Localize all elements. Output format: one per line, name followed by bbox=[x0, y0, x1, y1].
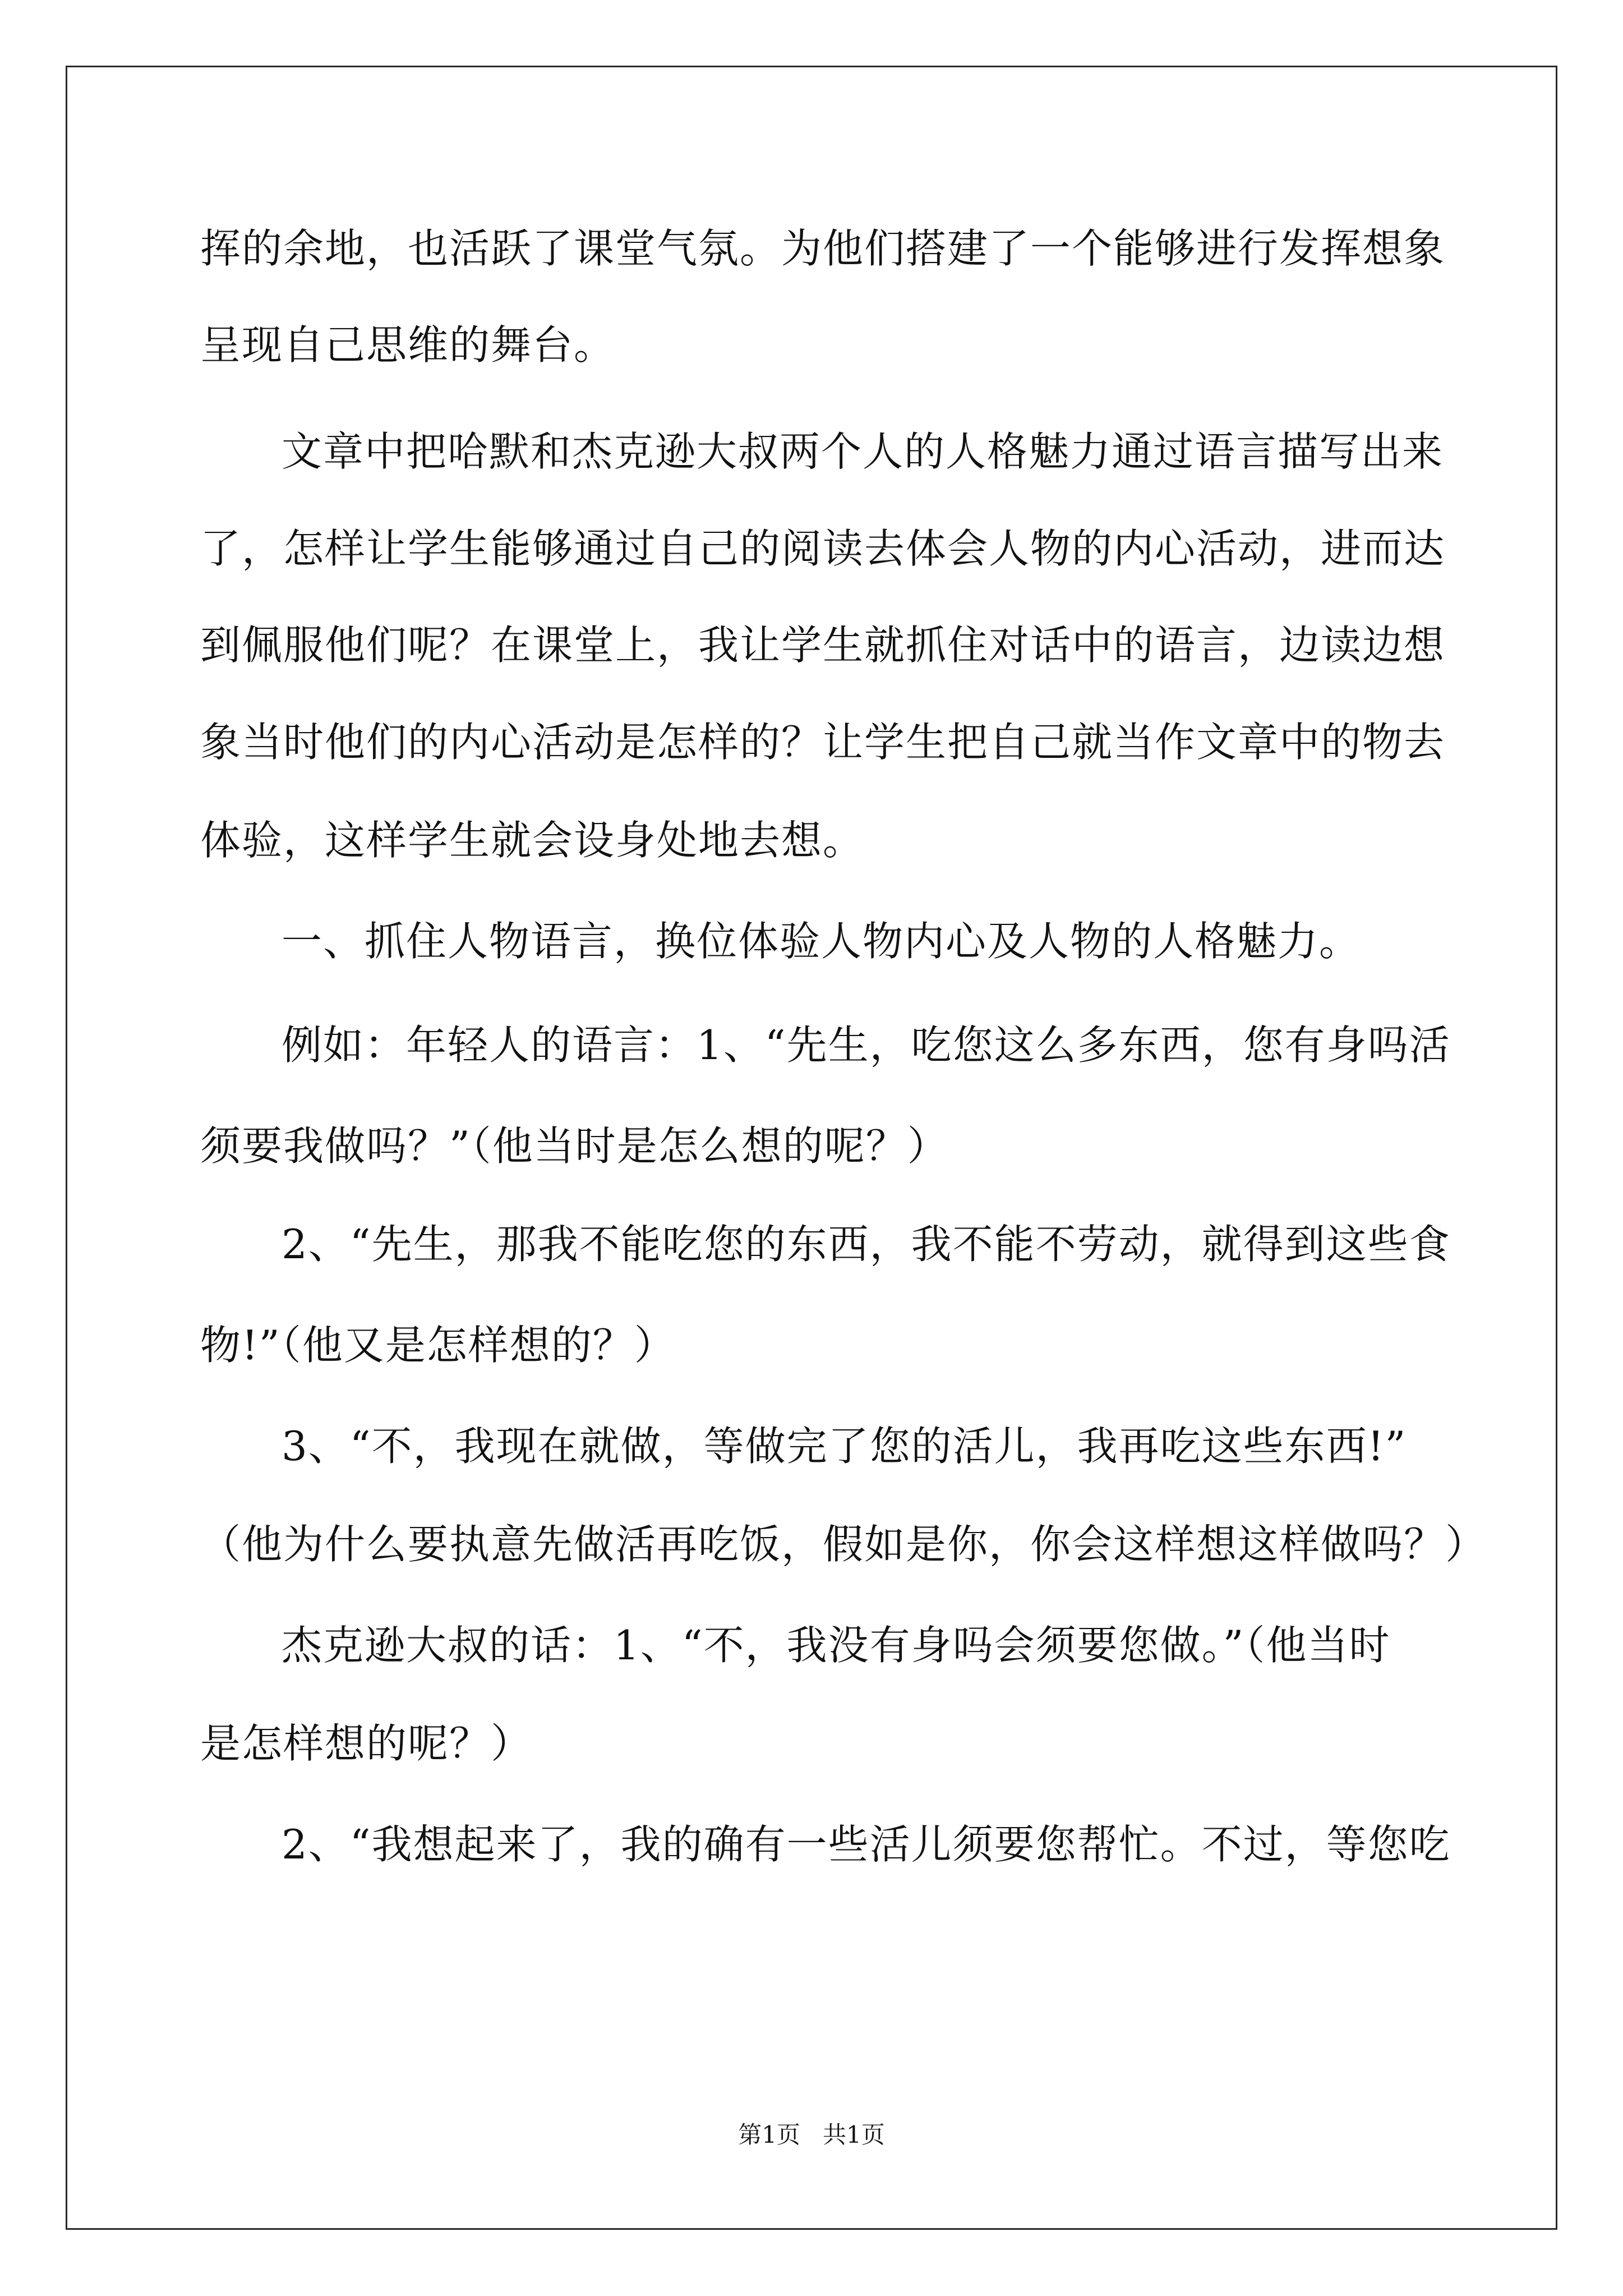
text-line: 2、“我想起来了，我的确有一些活儿须要您帮忙。不过，等您吃 bbox=[282, 1821, 1451, 1868]
text-line: 须要我做吗？”（他当时是怎么想的呢？） bbox=[200, 1122, 949, 1170]
text-line: 3、“不，我现在就做，等做完了您的活儿，我再吃这些东西!” bbox=[282, 1423, 1407, 1470]
text-line: 是怎样想的呢？） bbox=[200, 1720, 533, 1767]
text-line: 2、“先生，那我不能吃您的东西，我不能不劳动，就得到这些食 bbox=[282, 1221, 1451, 1268]
page-number-footer: 第1页 共1页 bbox=[738, 2121, 885, 2148]
text-line: 呈现自己思维的舞台。 bbox=[200, 321, 616, 369]
text-line: 一、抓住人物语言，换位体验人物内心及人物的人格魅力。 bbox=[282, 918, 1361, 965]
text-line: 物!”（他又是怎样想的？） bbox=[200, 1322, 676, 1369]
text-line: （他为什么要执意先做活再吃饭，假如是你，你会这样想这样做吗？） bbox=[200, 1521, 1487, 1568]
text-line: 象当时他们的内心活动是怎样的？让学生把自己就当作文章中的物去 bbox=[200, 719, 1446, 766]
text-line: 体验，这样学生就会设身处地去想。 bbox=[200, 817, 865, 864]
text-line: 例如：年轻人的语言：1、“先生，吃您这么多东西，您有身吗活 bbox=[282, 1022, 1451, 1069]
text-line: 到佩服他们呢？在课堂上，我让学生就抓住对话中的语言，边读边想 bbox=[200, 622, 1446, 669]
text-line: 了，怎样让学生能够通过自己的阅读去体会人物的内心活动，进而达 bbox=[200, 525, 1446, 572]
text-line: 挥的余地，也活跃了课堂气氛。为他们搭建了一个能够进行发挥想象 bbox=[200, 225, 1446, 272]
text-line: 文章中把哈默和杰克逊大叔两个人的人格魅力通过语言描写出来 bbox=[282, 428, 1444, 475]
text-line: 杰克逊大叔的话：1、“不，我没有身吗会须要您做。”（他当时 bbox=[282, 1622, 1391, 1669]
